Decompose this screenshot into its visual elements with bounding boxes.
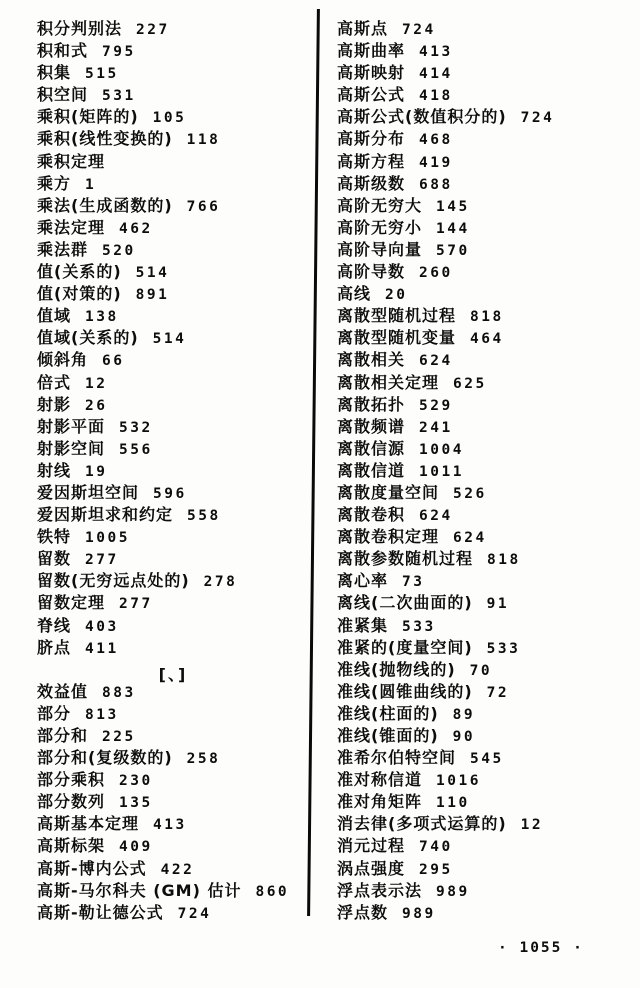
index-column-right bbox=[337, 21, 629, 927]
index-entry-page-number: 533 bbox=[402, 618, 436, 635]
index-entry-row bbox=[37, 109, 309, 131]
index-entry-term: 留数(无穷远点处的) bbox=[37, 571, 190, 591]
index-entry-row bbox=[37, 217, 309, 242]
index-entry-row bbox=[37, 43, 309, 65]
index-entry-term: 准紧集 bbox=[337, 615, 389, 635]
index-entry-term: 乘法(生成函数的) bbox=[37, 195, 173, 215]
index-entry-term: 离心率 bbox=[337, 571, 389, 591]
index-entry-page-number: 230 bbox=[119, 773, 153, 790]
index-entry-term: 射影 bbox=[37, 394, 72, 414]
index-entry-page-number: 73 bbox=[402, 574, 425, 591]
index-entry-term: 准紧的(度量空间) bbox=[337, 637, 473, 657]
index-entry-term: 离散信源 bbox=[337, 438, 406, 458]
index-entry-term: 倍式 bbox=[37, 372, 72, 392]
index-entry-term: 乘积(线性变换的) bbox=[37, 129, 173, 149]
index-entry-page-number: 514 bbox=[152, 331, 187, 348]
index-entry-page-number: 514 bbox=[135, 265, 170, 282]
index-entry-row bbox=[37, 772, 309, 794]
index-entry-term: 脐点 bbox=[37, 637, 72, 657]
index-entry-page-number: 258 bbox=[186, 751, 221, 768]
index-entry-page-number: 277 bbox=[85, 552, 119, 569]
index-entry-page-number: 545 bbox=[470, 751, 504, 768]
index-entry-term: 高斯点 bbox=[337, 19, 389, 38]
index-entry-term: 部分和(复级数的) bbox=[37, 748, 173, 768]
index-entry-row bbox=[337, 195, 629, 220]
index-entry-term: 离散卷积定理 bbox=[337, 527, 440, 547]
index-entry-term: 射影空间 bbox=[37, 438, 106, 458]
index-entry-page-number: 413 bbox=[419, 44, 453, 61]
index-entry-page-number: 1011 bbox=[419, 463, 464, 480]
index-entry-row bbox=[337, 902, 629, 927]
index-entry-row bbox=[337, 217, 629, 242]
index-entry-page-number: 766 bbox=[186, 198, 221, 215]
index-entry-row bbox=[337, 286, 629, 308]
index-entry-row bbox=[37, 286, 309, 308]
index-entry-term: 消去律(多项式运算的) bbox=[337, 814, 507, 834]
index-entry-term: 准对称信道 bbox=[337, 770, 423, 790]
index-entry-page-number: 19 bbox=[85, 463, 108, 480]
index-entry-row bbox=[37, 750, 309, 772]
index-entry-page-number: 989 bbox=[436, 883, 470, 900]
index-entry-page-number: 12 bbox=[85, 375, 108, 392]
index-entry-row bbox=[337, 880, 629, 905]
index-entry-term: 离散频谱 bbox=[337, 416, 406, 436]
index-entry-row bbox=[337, 703, 629, 728]
index-entry-page-number: 413 bbox=[153, 817, 187, 834]
section-header-label: [、] bbox=[158, 664, 188, 684]
index-entry-page-number: 556 bbox=[119, 441, 153, 458]
index-entry-page-number: 724 bbox=[402, 22, 436, 38]
index-entry-row bbox=[337, 109, 629, 131]
index-entry-term: 高斯级数 bbox=[337, 173, 406, 193]
index-entry-row bbox=[337, 507, 629, 529]
index-entry-term: 消元过程 bbox=[337, 836, 406, 856]
index-entry-row bbox=[37, 87, 309, 109]
index-entry-term: 部分和 bbox=[37, 726, 89, 745]
index-entry-term: 部分乘积 bbox=[37, 770, 106, 790]
index-entry-term: 部分 bbox=[37, 703, 72, 723]
index-entry-page-number: 515 bbox=[85, 66, 119, 83]
index-entry-page-number: 105 bbox=[152, 110, 187, 127]
index-entry-term: 值(对策的) bbox=[37, 284, 122, 304]
index-entry-row bbox=[337, 573, 629, 595]
index-entry-page-number: 90 bbox=[452, 729, 476, 745]
index-entry-term: 离散度量空间 bbox=[337, 482, 440, 502]
index-entry-page-number: 818 bbox=[487, 552, 521, 569]
index-entry-page-number: 818 bbox=[470, 309, 504, 326]
index-entry-page-number: 419 bbox=[419, 154, 453, 171]
index-entry-term: 铁特 bbox=[37, 527, 72, 547]
index-entry-row bbox=[37, 131, 309, 153]
index-entry-page-number: 529 bbox=[419, 397, 453, 414]
index-entry-term: 高斯基本定理 bbox=[37, 814, 140, 834]
index-entry-term: 准线(圆锥曲线的) bbox=[337, 681, 473, 701]
section-header-row bbox=[37, 662, 309, 684]
index-entry-term: 准线(柱面的) bbox=[337, 703, 439, 723]
index-entry-row bbox=[37, 438, 309, 463]
index-entry-term: 离散参数随机过程 bbox=[337, 549, 474, 569]
index-entry-page-number: 526 bbox=[453, 485, 487, 502]
index-entry-row bbox=[37, 728, 309, 750]
index-entry-term: 浮点数 bbox=[337, 902, 389, 922]
index-entry-page-number: 26 bbox=[85, 397, 108, 414]
index-entry-page-number: 135 bbox=[119, 795, 153, 812]
index-entry-page-number: 20 bbox=[385, 287, 408, 304]
index-entry-row bbox=[37, 838, 309, 860]
index-entry-row bbox=[37, 507, 309, 529]
index-entry-page-number: 110 bbox=[436, 795, 470, 812]
index-entry-page-number: 295 bbox=[419, 861, 453, 878]
index-entry-term: 准对角矩阵 bbox=[337, 792, 423, 812]
index-entry-row bbox=[37, 239, 309, 264]
index-entry-term: 乘法群 bbox=[37, 239, 89, 259]
index-entry-page-number: 414 bbox=[419, 66, 453, 83]
index-entry-term: 离散型随机过程 bbox=[337, 306, 457, 326]
index-entry-page-number: 468 bbox=[419, 132, 453, 149]
index-entry-term: 积和式 bbox=[37, 41, 89, 61]
index-entry-row bbox=[37, 794, 309, 816]
index-entry-row bbox=[37, 880, 309, 905]
index-entry-term: 高斯公式 bbox=[337, 85, 406, 105]
index-entry-term: 准线(锥面的) bbox=[337, 726, 439, 745]
index-entry-row bbox=[37, 21, 309, 43]
index-entry-row bbox=[337, 816, 629, 838]
index-entry-row bbox=[37, 703, 309, 728]
index-entry-row bbox=[37, 573, 309, 595]
index-entry-row bbox=[337, 87, 629, 109]
index-entry-row bbox=[37, 681, 309, 706]
index-entry-term: 积分判别法 bbox=[37, 19, 123, 38]
index-entry-page-number: 883 bbox=[102, 684, 136, 701]
index-entry-term: 高阶导数 bbox=[337, 262, 406, 282]
index-entry-page-number: 422 bbox=[160, 861, 195, 878]
index-entry-row bbox=[37, 902, 309, 927]
index-entry-page-number: 625 bbox=[453, 375, 487, 392]
index-entry-page-number: 278 bbox=[203, 574, 238, 591]
index-entry-row bbox=[37, 816, 309, 838]
index-entry-page-number: 145 bbox=[436, 198, 470, 215]
index-entry-page-number: 596 bbox=[153, 485, 187, 502]
index-entry-row bbox=[337, 352, 629, 374]
index-entry-term: 高斯分布 bbox=[337, 129, 406, 149]
index-entry-page-number: 624 bbox=[453, 530, 487, 547]
index-entry-page-number: 138 bbox=[85, 309, 119, 326]
index-entry-row bbox=[337, 529, 629, 551]
index-entry-row bbox=[37, 372, 309, 397]
index-entry-page-number: 89 bbox=[452, 706, 476, 723]
index-entry-page-number: 813 bbox=[85, 706, 119, 723]
index-entry-term: 高斯映射 bbox=[337, 63, 406, 83]
index-entry-row bbox=[337, 330, 629, 352]
index-entry-page-number: 1016 bbox=[436, 773, 481, 790]
index-entry-term: 离线(二次曲面的) bbox=[337, 593, 473, 613]
index-entry-term: 留数定理 bbox=[37, 593, 106, 613]
index-entry-page-number: 860 bbox=[255, 883, 290, 900]
index-entry-term: 乘积定理 bbox=[37, 151, 106, 171]
index-entry-term: 离散相关 bbox=[337, 350, 406, 370]
index-entry-term: 倾斜角 bbox=[37, 350, 89, 370]
index-entry-row bbox=[337, 438, 629, 463]
index-entry-term: 高斯标架 bbox=[37, 836, 106, 856]
index-entry-page-number: 1004 bbox=[419, 441, 464, 458]
index-entry-term: 高斯方程 bbox=[337, 151, 406, 171]
index-entry-row bbox=[337, 637, 629, 662]
index-entry-page-number: 70 bbox=[469, 662, 493, 679]
index-entry-page-number: 225 bbox=[102, 729, 136, 745]
index-entry-page-number: 411 bbox=[85, 640, 119, 657]
index-entry-term: 积空间 bbox=[37, 85, 89, 105]
index-entry-page-number: 403 bbox=[85, 618, 119, 635]
index-entry-row bbox=[337, 131, 629, 153]
index-entry-page-number: 66 bbox=[102, 353, 125, 370]
index-entry-row bbox=[337, 794, 629, 816]
index-entry-page-number: 740 bbox=[419, 839, 453, 856]
index-entry-page-number: 277 bbox=[119, 596, 153, 613]
index-entry-row bbox=[37, 264, 309, 286]
index-entry-row bbox=[37, 352, 309, 374]
index-entry-row bbox=[37, 308, 309, 330]
index-entry-page-number: 688 bbox=[419, 176, 453, 193]
index-entry-row bbox=[337, 615, 629, 640]
index-entry-page-number: 624 bbox=[419, 508, 453, 525]
index-entry-term: 高阶导向量 bbox=[337, 239, 423, 259]
index-entry-row bbox=[37, 637, 309, 662]
index-entry-row bbox=[337, 728, 629, 750]
index-entry-page-number: 144 bbox=[436, 220, 470, 237]
index-entry-row bbox=[337, 43, 629, 65]
index-entry-row bbox=[337, 551, 629, 573]
index-entry-page-number: 533 bbox=[486, 640, 521, 657]
index-entry-term: 值域 bbox=[37, 306, 72, 326]
index-entry-page-number: 989 bbox=[402, 905, 436, 922]
index-entry-row bbox=[37, 595, 309, 617]
index-entry-page-number: 241 bbox=[419, 419, 453, 436]
index-entry-term: 高线 bbox=[337, 284, 372, 304]
index-entry-row bbox=[337, 595, 629, 617]
index-entry-term: 射线 bbox=[37, 460, 72, 480]
index-entry-term: 爱因斯坦空间 bbox=[37, 482, 140, 502]
index-entry-term: 高阶无穷小 bbox=[337, 217, 423, 237]
index-entry-row bbox=[337, 659, 629, 684]
index-entry-page-number: 795 bbox=[102, 44, 136, 61]
index-entry-row bbox=[37, 529, 309, 551]
index-entry-page-number: 409 bbox=[119, 839, 153, 856]
index-entry-term: 离散卷积 bbox=[337, 505, 406, 525]
index-entry-term: 高斯公式(数值积分的) bbox=[337, 107, 507, 127]
index-entry-page-number: 724 bbox=[177, 905, 212, 922]
index-entry-row bbox=[37, 195, 309, 220]
index-entry-row bbox=[337, 416, 629, 441]
index-entry-term: 离散型随机变量 bbox=[337, 328, 457, 348]
index-entry-page-number: 891 bbox=[135, 287, 170, 304]
index-entry-row bbox=[37, 551, 309, 573]
index-entry-row bbox=[337, 482, 629, 507]
index-entry-term: 脊线 bbox=[37, 615, 72, 635]
index-entry-term: 高斯-马尔科夫 (GM) 估计 bbox=[37, 880, 242, 900]
index-entry-term: 留数 bbox=[37, 549, 72, 569]
index-entry-term: 离散信道 bbox=[337, 460, 406, 480]
index-entry-page-number: 462 bbox=[119, 220, 153, 237]
index-entry-row bbox=[337, 460, 629, 485]
index-entry-term: 高斯曲率 bbox=[337, 41, 406, 61]
index-entry-term: 爱因斯坦求和约定 bbox=[37, 505, 174, 525]
index-entry-page-number: 418 bbox=[419, 88, 453, 105]
index-entry-page-number: 532 bbox=[119, 419, 153, 436]
index-entry-page-number: 91 bbox=[486, 596, 510, 613]
index-entry-term: 准希尔伯特空间 bbox=[337, 748, 457, 768]
index-entry-page-number: 624 bbox=[419, 353, 453, 370]
index-entry-term: 效益值 bbox=[37, 681, 89, 701]
index-entry-row bbox=[337, 858, 629, 883]
index-entry-row bbox=[337, 173, 629, 198]
index-entry-row bbox=[37, 394, 309, 419]
index-entry-term: 乘方 bbox=[37, 173, 72, 193]
index-entry-term: 乘积(矩阵的) bbox=[37, 107, 139, 127]
index-entry-page-number: 260 bbox=[419, 265, 453, 282]
index-entry-term: 高斯-博内公式 bbox=[37, 858, 147, 878]
index-entry-row bbox=[337, 372, 629, 397]
index-entry-row bbox=[337, 750, 629, 772]
index-entry-row bbox=[337, 239, 629, 264]
index-entry-row bbox=[337, 772, 629, 794]
index-entry-term: 积集 bbox=[37, 63, 72, 83]
index-entry-term: 值域(关系的) bbox=[37, 328, 139, 348]
index-entry-term: 高阶无穷大 bbox=[337, 195, 423, 215]
index-entry-term: 高斯-勒让德公式 bbox=[37, 902, 164, 922]
index-entry-row bbox=[337, 681, 629, 706]
index-entry-row bbox=[37, 330, 309, 352]
index-entry-page-number: 72 bbox=[486, 684, 510, 701]
index-entry-term: 部分数列 bbox=[37, 792, 106, 812]
index-entry-row bbox=[37, 173, 309, 198]
index-entry-row bbox=[37, 416, 309, 441]
index-entry-term: 乘法定理 bbox=[37, 217, 106, 237]
index-entry-row bbox=[37, 460, 309, 485]
index-entry-term: 离散相关定理 bbox=[337, 372, 440, 392]
index-entry-page-number: 558 bbox=[187, 508, 221, 525]
index-entry-page-number: 570 bbox=[436, 242, 470, 259]
index-entry-row bbox=[37, 615, 309, 640]
index-entry-page-number: 724 bbox=[520, 110, 555, 127]
index-entry-page-number: 12 bbox=[520, 817, 544, 834]
index-entry-page-number: 464 bbox=[470, 331, 504, 348]
index-column-left bbox=[37, 21, 309, 927]
column-divider-rule bbox=[307, 9, 320, 916]
index-entry-row bbox=[37, 858, 309, 883]
index-entry-row bbox=[37, 151, 309, 176]
index-entry-row bbox=[37, 482, 309, 507]
index-entry-row bbox=[337, 838, 629, 860]
index-entry-row bbox=[337, 264, 629, 286]
index-entry-term: 准线(抛物线的) bbox=[337, 659, 456, 679]
index-entry-page-number: 531 bbox=[102, 88, 136, 105]
index-entry-row bbox=[337, 151, 629, 176]
index-entry-row bbox=[37, 65, 309, 87]
index-entry-term: 涡点强度 bbox=[337, 858, 406, 878]
index-entry-page-number: 118 bbox=[186, 132, 221, 149]
index-entry-term: 射影平面 bbox=[37, 416, 106, 436]
index-entry-row bbox=[337, 21, 629, 43]
index-entry-row bbox=[337, 65, 629, 87]
index-entry-term: 离散拓扑 bbox=[337, 394, 406, 414]
index-entry-term: 值(关系的) bbox=[37, 262, 122, 282]
index-entry-page-number: 1 bbox=[85, 176, 97, 193]
index-entry-row bbox=[337, 308, 629, 330]
index-entry-term: 浮点表示法 bbox=[337, 880, 423, 900]
index-entry-row bbox=[337, 394, 629, 419]
page-number-footer: · 1055 · bbox=[498, 940, 584, 956]
index-entry-page-number: 1005 bbox=[85, 530, 130, 547]
index-entry-page-number: 227 bbox=[136, 22, 170, 38]
index-entry-page-number: 520 bbox=[102, 242, 136, 259]
